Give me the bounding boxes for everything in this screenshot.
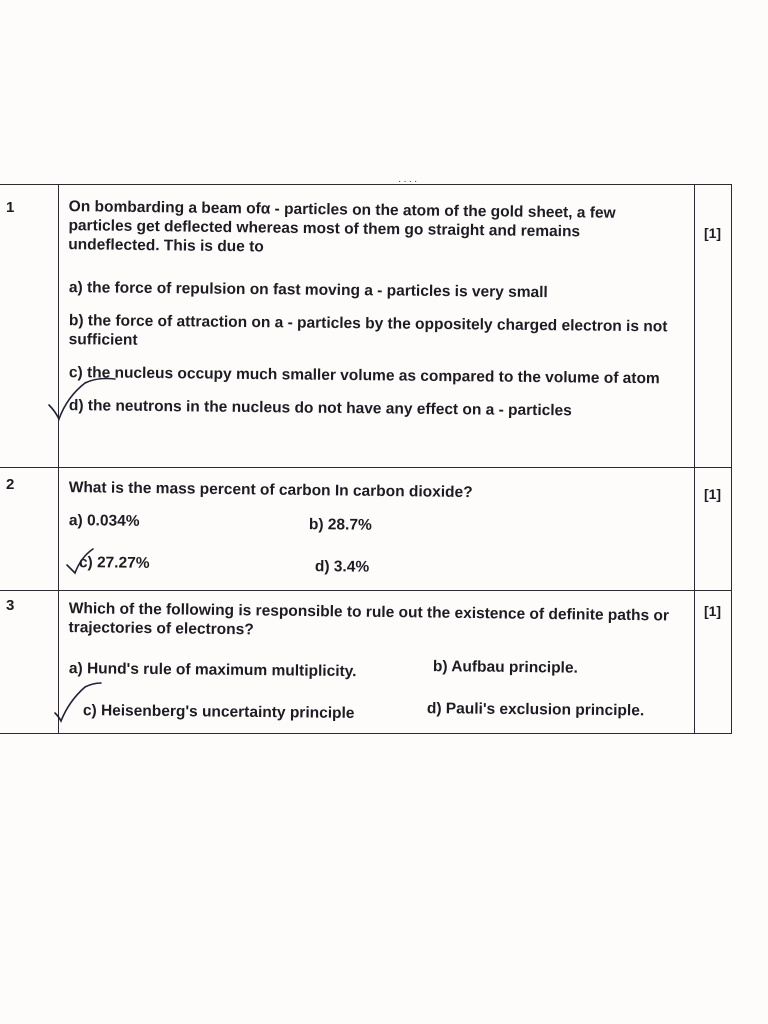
option-c: c) Heisenberg's uncertainty principle — [82, 702, 355, 722]
question-row — [0, 468, 731, 591]
question-number: 3 — [6, 597, 15, 614]
option-c: c) 27.27% — [78, 554, 150, 572]
option-b: b) Aufbau principle. — [432, 658, 578, 677]
option-d: d) the neutrons in the nucleus do not have any effect on a - particles — [68, 397, 572, 420]
question-text: On bombarding a beam ofα - particles on the atom of the gold sheet, a few particles get deflected whereas most of them go straight and remains undeflected. This is due to — [67, 198, 616, 256]
option-d: d) 3.4% — [314, 558, 369, 576]
decorative-dots: ···· — [398, 176, 420, 187]
question-row — [0, 591, 731, 734]
question-number: 1 — [6, 199, 15, 216]
question-number: 2 — [6, 476, 15, 493]
option-d: d) Pauli's exclusion principle. — [426, 700, 644, 720]
marks-label: [1] — [703, 603, 722, 619]
option-c: c) the nucleus occupy much smaller volume as compared to the volume of atom — [68, 364, 660, 388]
question-text: Which of the following is responsible to rule out the existence of definite paths or trajectories of electrons? — [67, 600, 669, 639]
option-b: b) 28.7% — [308, 516, 372, 534]
question-table — [0, 184, 732, 734]
marks-label: [1] — [703, 486, 722, 502]
option-a: a) 0.034% — [68, 512, 140, 530]
option-a: a) the force of repulsion on fast moving a - particles is very small — [68, 279, 548, 302]
option-a: a) Hund's rule of maximum multiplicity. — [68, 660, 357, 681]
marks-label: [1] — [703, 225, 722, 241]
question-row — [0, 185, 731, 468]
question-text: What is the mass percent of carbon In carbon dioxide? — [68, 479, 473, 502]
option-b: b) the force of attraction on a - particles by the oppositely charged electron is not sufficient — [68, 312, 668, 349]
